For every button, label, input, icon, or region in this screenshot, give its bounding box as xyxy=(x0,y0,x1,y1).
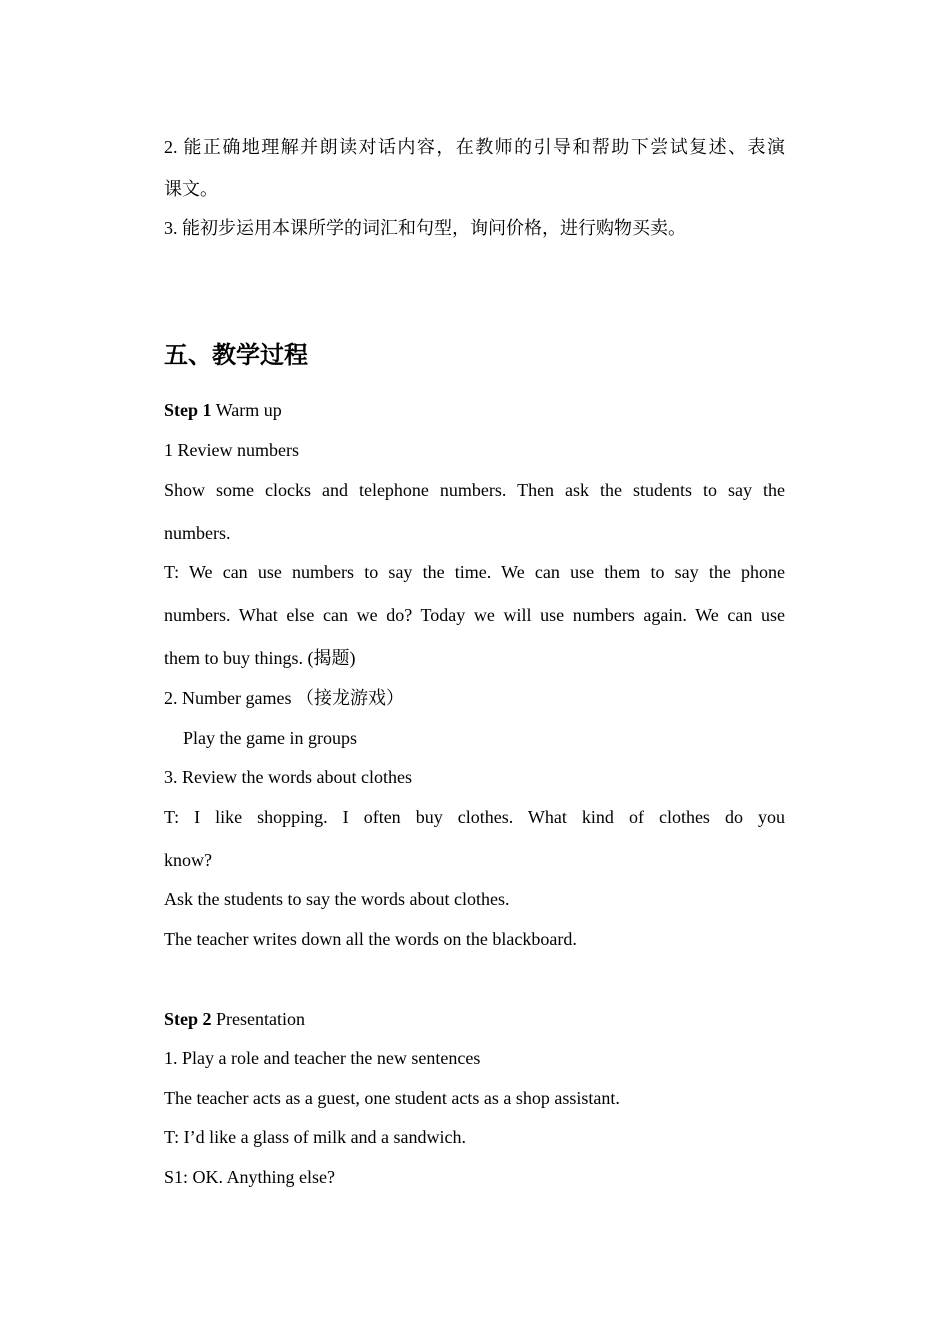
step1-label: Step 1 xyxy=(164,400,212,420)
step2-heading xyxy=(164,1008,305,1030)
objective-2-line-1: 2. 能正确地理解并朗读对话内容，在教师的引导和帮助下尝试复述、表演 xyxy=(164,137,785,157)
objective-2-line-2: 课文。 xyxy=(164,179,218,199)
student-dialogue: S1: OK. Anything else? xyxy=(164,1167,335,1187)
teacher-line-2a: T: I like shopping. I often buy clothes. What kind of clothes do you xyxy=(164,807,785,827)
step2-label: Step 2 xyxy=(164,1009,212,1029)
step2-title: Presentation xyxy=(216,1009,305,1029)
teacher-writes: The teacher writes down all the words on the blackboard. xyxy=(164,929,577,949)
teacher-line-2b: know? xyxy=(164,850,212,870)
teacher-line-1b: numbers. What else can we do? Today we will use numbers again. We can use xyxy=(164,605,785,625)
section-heading: 五、教学过程 xyxy=(164,340,308,369)
teacher-acts-guest: The teacher acts as a guest, one student acts as a shop assistant. xyxy=(164,1088,620,1108)
show-clocks-line-2: numbers. xyxy=(164,523,231,543)
play-in-groups: Play the game in groups xyxy=(183,728,357,748)
review-words: 3. Review the words about clothes xyxy=(164,767,412,787)
number-games: 2. Number games （接龙游戏） xyxy=(164,688,404,708)
teacher-dialogue: T: I’d like a glass of milk and a sandwich. xyxy=(164,1127,467,1147)
ask-students: Ask the students to say the words about clothes. xyxy=(164,889,510,909)
step1-heading xyxy=(164,399,282,421)
teacher-line-1c: them to buy things. (揭题) xyxy=(164,648,356,668)
play-role: 1. Play a role and teacher the new sentences xyxy=(164,1048,481,1068)
step1-title: Warm up xyxy=(215,400,282,420)
review-numbers: 1 Review numbers xyxy=(164,440,299,460)
show-clocks-line-1: Show some clocks and telephone numbers. Then ask the students to say the xyxy=(164,480,785,500)
objective-3: 3. 能初步运用本课所学的词汇和句型，询问价格，进行购物买卖。 xyxy=(164,218,686,238)
teacher-line-1a: T: We can use numbers to say the time. We can use them to say the phone xyxy=(164,562,785,582)
